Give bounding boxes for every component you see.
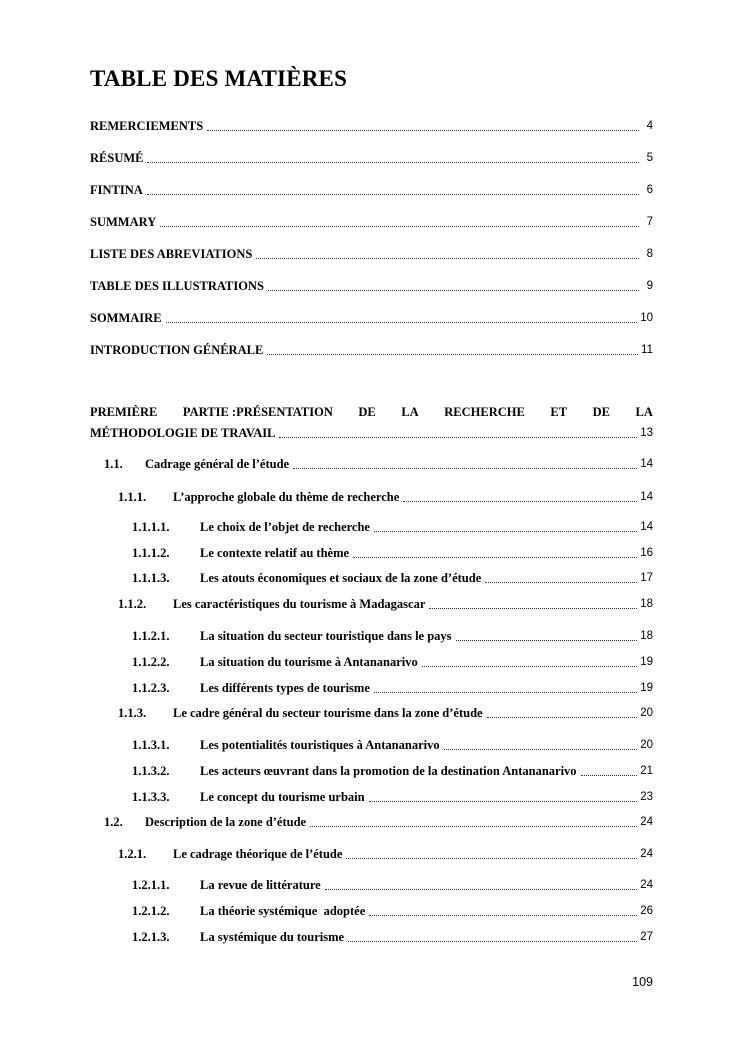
toc-entry[interactable] bbox=[90, 182, 653, 198]
toc-entry-label: Le concept du tourisme urbain bbox=[200, 790, 365, 804]
part-word: LA bbox=[401, 405, 419, 419]
part-word: DE bbox=[358, 405, 376, 419]
toc-entry-label: REMERCIEMENTS bbox=[90, 119, 204, 133]
toc-entry-label: MÉTHODOLOGIE DE TRAVAIL bbox=[90, 426, 276, 440]
toc-entry-page: 26 bbox=[640, 905, 653, 917]
dot-leader bbox=[279, 437, 637, 438]
part-word: ET bbox=[550, 405, 568, 419]
toc-entry-label: L’approche globale du thème de recherche bbox=[173, 490, 400, 504]
part-word: DE bbox=[592, 405, 610, 419]
dot-leader bbox=[325, 889, 638, 890]
toc-entry-page: 24 bbox=[640, 848, 653, 860]
toc-entry-number: 1.1.1.1. bbox=[132, 520, 170, 534]
toc-entry[interactable] bbox=[90, 278, 653, 294]
toc-entry-page: 16 bbox=[640, 547, 653, 559]
toc-entry-page: 24 bbox=[640, 816, 653, 828]
toc-entry[interactable] bbox=[90, 246, 653, 262]
dot-leader bbox=[422, 666, 637, 667]
toc-entry-page: 14 bbox=[640, 521, 653, 533]
toc-entry-level3[interactable] bbox=[132, 737, 653, 753]
dot-leader bbox=[256, 258, 639, 259]
toc-entry-page: 18 bbox=[640, 630, 653, 642]
toc-entry-number: 1.1. bbox=[104, 457, 123, 471]
toc-entry-label: Le choix de l’objet de recherche bbox=[200, 520, 370, 534]
dot-leader bbox=[268, 290, 639, 291]
toc-entry-page: 6 bbox=[646, 184, 653, 196]
toc-entry-label: FINTINA bbox=[90, 183, 143, 197]
toc-entry-label: Les acteurs œuvrant dans la promotion de la destination Antananarivo bbox=[200, 764, 577, 778]
toc-entry-page: 5 bbox=[646, 152, 653, 164]
toc-entry-label: Le contexte relatif au thème bbox=[200, 546, 350, 560]
toc-entry-number: 1.1.3.1. bbox=[132, 738, 170, 752]
toc-entry-label: La situation du secteur touristique dans le pays bbox=[200, 629, 452, 643]
dot-leader bbox=[369, 915, 637, 916]
toc-entry-number: 1.1.2. bbox=[118, 597, 147, 611]
page-number: 109 bbox=[632, 975, 653, 989]
dot-leader bbox=[581, 775, 638, 776]
toc-entry-level3[interactable] bbox=[132, 903, 653, 919]
part-word: LA bbox=[635, 405, 653, 419]
toc-entry-label: Les atouts économiques et sociaux de la zone d’étude bbox=[200, 571, 482, 585]
toc-entry-page: 23 bbox=[640, 791, 653, 803]
toc-entry-label: La situation du tourisme à Antananarivo bbox=[200, 655, 418, 669]
toc-entry-level3[interactable] bbox=[132, 570, 653, 586]
toc-entry-number: 1.1.3. bbox=[118, 706, 147, 720]
toc-entry-page: 18 bbox=[640, 598, 653, 610]
toc-entry-page: 7 bbox=[646, 216, 653, 228]
dot-leader bbox=[348, 941, 637, 942]
part-word: PREMIÈRE bbox=[90, 405, 158, 419]
toc-entry-label: Les caractéristiques du tourisme à Madagascar bbox=[173, 597, 426, 611]
part-one-line1 bbox=[90, 404, 653, 420]
toc-entry-level3[interactable] bbox=[132, 929, 653, 945]
toc-entry[interactable] bbox=[90, 310, 653, 326]
toc-entry-number: 1.1.2.3. bbox=[132, 681, 170, 695]
toc-entry[interactable] bbox=[90, 118, 653, 134]
toc-entry-label: Description de la zone d’étude bbox=[145, 815, 307, 829]
dot-leader bbox=[403, 501, 637, 502]
toc-entry-page: 20 bbox=[640, 739, 653, 751]
part-one-line2 bbox=[90, 425, 653, 441]
toc-entry-page: 20 bbox=[640, 707, 653, 719]
dot-leader bbox=[310, 826, 637, 827]
toc-entry-level3[interactable] bbox=[132, 628, 653, 644]
toc-entry-level3[interactable] bbox=[132, 680, 653, 696]
toc-entry-number: 1.2.1.2. bbox=[132, 904, 170, 918]
toc-entry-label: Cadrage général de l’étude bbox=[145, 457, 290, 471]
toc-entry-number: 1.1.3.3. bbox=[132, 790, 170, 804]
toc-entry-page: 19 bbox=[640, 656, 653, 668]
toc-entry-label: TABLE DES ILLUSTRATIONS bbox=[90, 279, 264, 293]
toc-entry-page: 21 bbox=[640, 765, 653, 777]
dot-leader bbox=[485, 582, 637, 583]
toc-entry-page: 13 bbox=[640, 427, 653, 439]
toc-entry-page: 14 bbox=[640, 491, 653, 503]
dot-leader bbox=[456, 640, 638, 641]
toc-entry[interactable] bbox=[90, 342, 653, 358]
toc-entry-page: 4 bbox=[646, 120, 653, 132]
toc-entry-level3[interactable] bbox=[132, 877, 653, 893]
dot-leader bbox=[369, 801, 638, 802]
dot-leader bbox=[353, 557, 637, 558]
dot-leader bbox=[374, 531, 637, 532]
toc-entry-level2[interactable] bbox=[118, 489, 653, 505]
toc-entry-number: 1.1.1. bbox=[118, 490, 147, 504]
toc-entry[interactable] bbox=[90, 214, 653, 230]
toc-entry[interactable] bbox=[90, 150, 653, 166]
toc-entry-page: 9 bbox=[646, 280, 653, 292]
toc-entry-page: 14 bbox=[640, 458, 653, 470]
toc-entry-label: SUMMARY bbox=[90, 215, 157, 229]
toc-entry-label: INTRODUCTION GÉNÉRALE bbox=[90, 343, 264, 357]
toc-entry-label: SOMMAIRE bbox=[90, 311, 162, 325]
toc-entry-page: 8 bbox=[646, 248, 653, 260]
toc-entry-number: 1.2.1.3. bbox=[132, 930, 170, 944]
toc-entry-level2[interactable] bbox=[118, 596, 653, 612]
toc-entry-number: 1.2. bbox=[104, 815, 123, 829]
dot-leader bbox=[166, 322, 638, 323]
toc-entry-level1[interactable] bbox=[104, 814, 653, 830]
toc-entry-page: 17 bbox=[640, 572, 653, 584]
dot-leader bbox=[267, 354, 638, 355]
toc-entry-number: 1.1.2.2. bbox=[132, 655, 170, 669]
toc-entry-number: 1.1.3.2. bbox=[132, 764, 170, 778]
toc-entry-level3[interactable] bbox=[132, 763, 653, 779]
dot-leader bbox=[147, 162, 639, 163]
dot-leader bbox=[160, 226, 639, 227]
toc-entry-label: LISTE DES ABREVIATIONS bbox=[90, 247, 253, 261]
dot-leader bbox=[444, 749, 638, 750]
toc-entry-label: La systémique du tourisme bbox=[200, 930, 345, 944]
toc-entry-label: La théorie systémique adoptée bbox=[200, 904, 366, 918]
page-title: TABLE DES MATIÈRES bbox=[90, 66, 348, 91]
dot-leader bbox=[147, 194, 639, 195]
toc-entry-number: 1.2.1. bbox=[118, 847, 147, 861]
toc-entry-number: 1.1.2.1. bbox=[132, 629, 170, 643]
toc-entry-label: Le cadre général du secteur tourisme dans la zone d’étude bbox=[173, 706, 483, 720]
toc-entry-level3[interactable] bbox=[132, 519, 653, 535]
toc-entry-level2[interactable] bbox=[118, 846, 653, 862]
dot-leader bbox=[487, 717, 638, 718]
toc-entry-number: 1.1.1.2. bbox=[132, 546, 170, 560]
toc-entry-page: 27 bbox=[640, 931, 653, 943]
toc-entry-label: Les différents types de tourisme bbox=[200, 681, 370, 695]
toc-entry-label: Le cadrage théorique de l’étude bbox=[173, 847, 343, 861]
toc-entry-number: 1.2.1.1. bbox=[132, 878, 170, 892]
dot-leader bbox=[293, 468, 637, 469]
dot-leader bbox=[374, 692, 637, 693]
toc-entry-page: 19 bbox=[640, 682, 653, 694]
toc-entry-level3[interactable] bbox=[132, 545, 653, 561]
toc-entry-level2[interactable] bbox=[118, 705, 653, 721]
part-word: PARTIE :PRÉSENTATION bbox=[182, 405, 333, 419]
toc-entry-level3[interactable] bbox=[132, 789, 653, 805]
toc-entry-number: 1.1.1.3. bbox=[132, 571, 170, 585]
toc-entry-page: 24 bbox=[640, 879, 653, 891]
toc-entry-level1[interactable] bbox=[104, 456, 653, 472]
dot-leader bbox=[429, 608, 637, 609]
toc-entry-label: Les potentialités touristiques à Antananarivo bbox=[200, 738, 440, 752]
toc-entry-level3[interactable] bbox=[132, 654, 653, 670]
part-one-heading[interactable] bbox=[90, 404, 653, 441]
part-word: RECHERCHE bbox=[444, 405, 525, 419]
dot-leader bbox=[207, 130, 639, 131]
toc-entry-page: 11 bbox=[641, 344, 653, 356]
dot-leader bbox=[346, 858, 637, 859]
toc-entry-page: 10 bbox=[640, 312, 653, 324]
toc-entry-label: RÉSUMÉ bbox=[90, 151, 144, 165]
toc-entry-label: La revue de littérature bbox=[200, 878, 321, 892]
